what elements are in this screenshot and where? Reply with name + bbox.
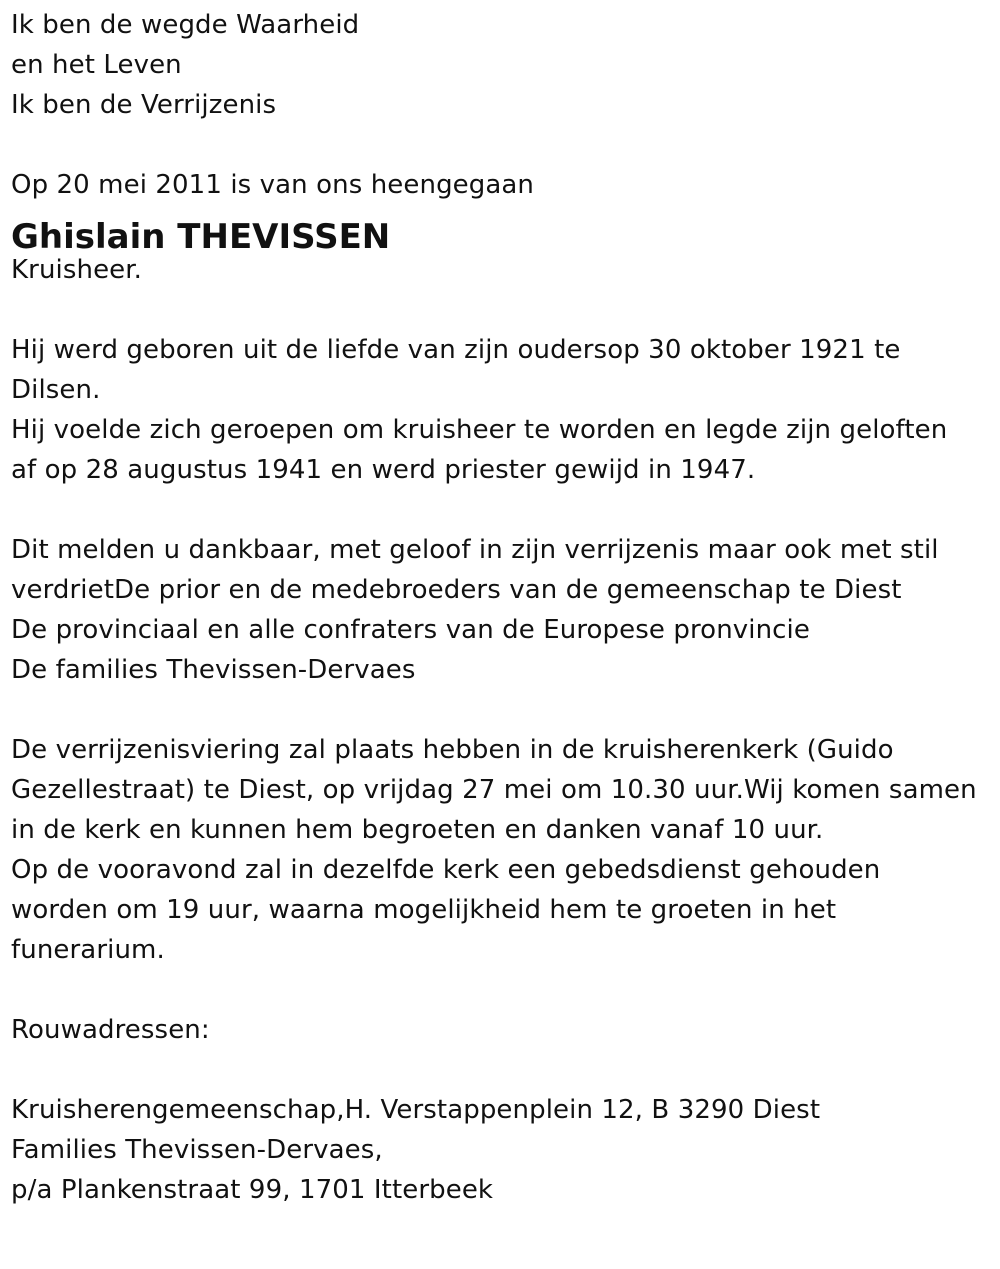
announcement-line: verdrietDe prior en de medebroeders van de gemeenschap te Diest [11, 575, 902, 605]
ceremony-block [11, 730, 1000, 970]
verse-line: en het Leven [11, 50, 182, 80]
verse-line: Ik ben de Verrijzenis [11, 90, 277, 120]
ceremony-line: funerarium. [11, 935, 165, 965]
announcement-block [11, 530, 1000, 690]
deceased-name: Ghislain THEVISSEN [11, 217, 391, 257]
ceremony-line: De verrijzenisviering zal plaats hebben in de kruisherenkerk (Guido [11, 735, 894, 765]
biography-line: Dilsen. [11, 375, 101, 405]
announcement-line: De families Thevissen-Dervaes [11, 655, 416, 685]
addresses-heading: Rouwadressen: [11, 1015, 210, 1045]
verse-line: Ik ben de wegde Waarheid [11, 10, 360, 40]
biography-line: Hij voelde zich geroepen om kruisheer te worden en legde zijn geloften [11, 415, 948, 445]
deceased-title: Kruisheer. [11, 255, 143, 285]
biography-line: Hij werd geboren uit de liefde van zijn oudersop 30 oktober 1921 te [11, 335, 901, 365]
announcement-line: Dit melden u dankbaar, met geloof in zijn verrijzenis maar ook met stil [11, 535, 939, 565]
announcement-line: De provinciaal en alle confraters van de Europese pronvincie [11, 615, 810, 645]
biography-line: af op 28 augustus 1941 en werd priester gewijd in 1947. [11, 455, 756, 485]
address-line: Kruisherengemeenschap,H. Verstappenplein 12, B 3290 Diest [11, 1095, 821, 1125]
biography-block [11, 330, 1000, 490]
intro-line: Op 20 mei 2011 is van ons heengegaan [11, 170, 535, 200]
ceremony-line: Op de vooravond zal in dezelfde kerk een gebedsdienst gehouden [11, 855, 881, 885]
address-line: Families Thevissen-Dervaes, [11, 1135, 383, 1165]
ceremony-line: worden om 19 uur, waarna mogelijkheid hem te groeten in het [11, 895, 837, 925]
ceremony-line: in de kerk en kunnen hem begroeten en danken vanaf 10 uur. [11, 815, 824, 845]
verse-block [11, 5, 1000, 125]
addresses-block [11, 1090, 1000, 1210]
ceremony-line: Gezellestraat) te Diest, op vrijdag 27 mei om 10.30 uur.Wij komen samen [11, 775, 977, 805]
address-line: p/a Plankenstraat 99, 1701 Itterbeek [11, 1175, 494, 1205]
